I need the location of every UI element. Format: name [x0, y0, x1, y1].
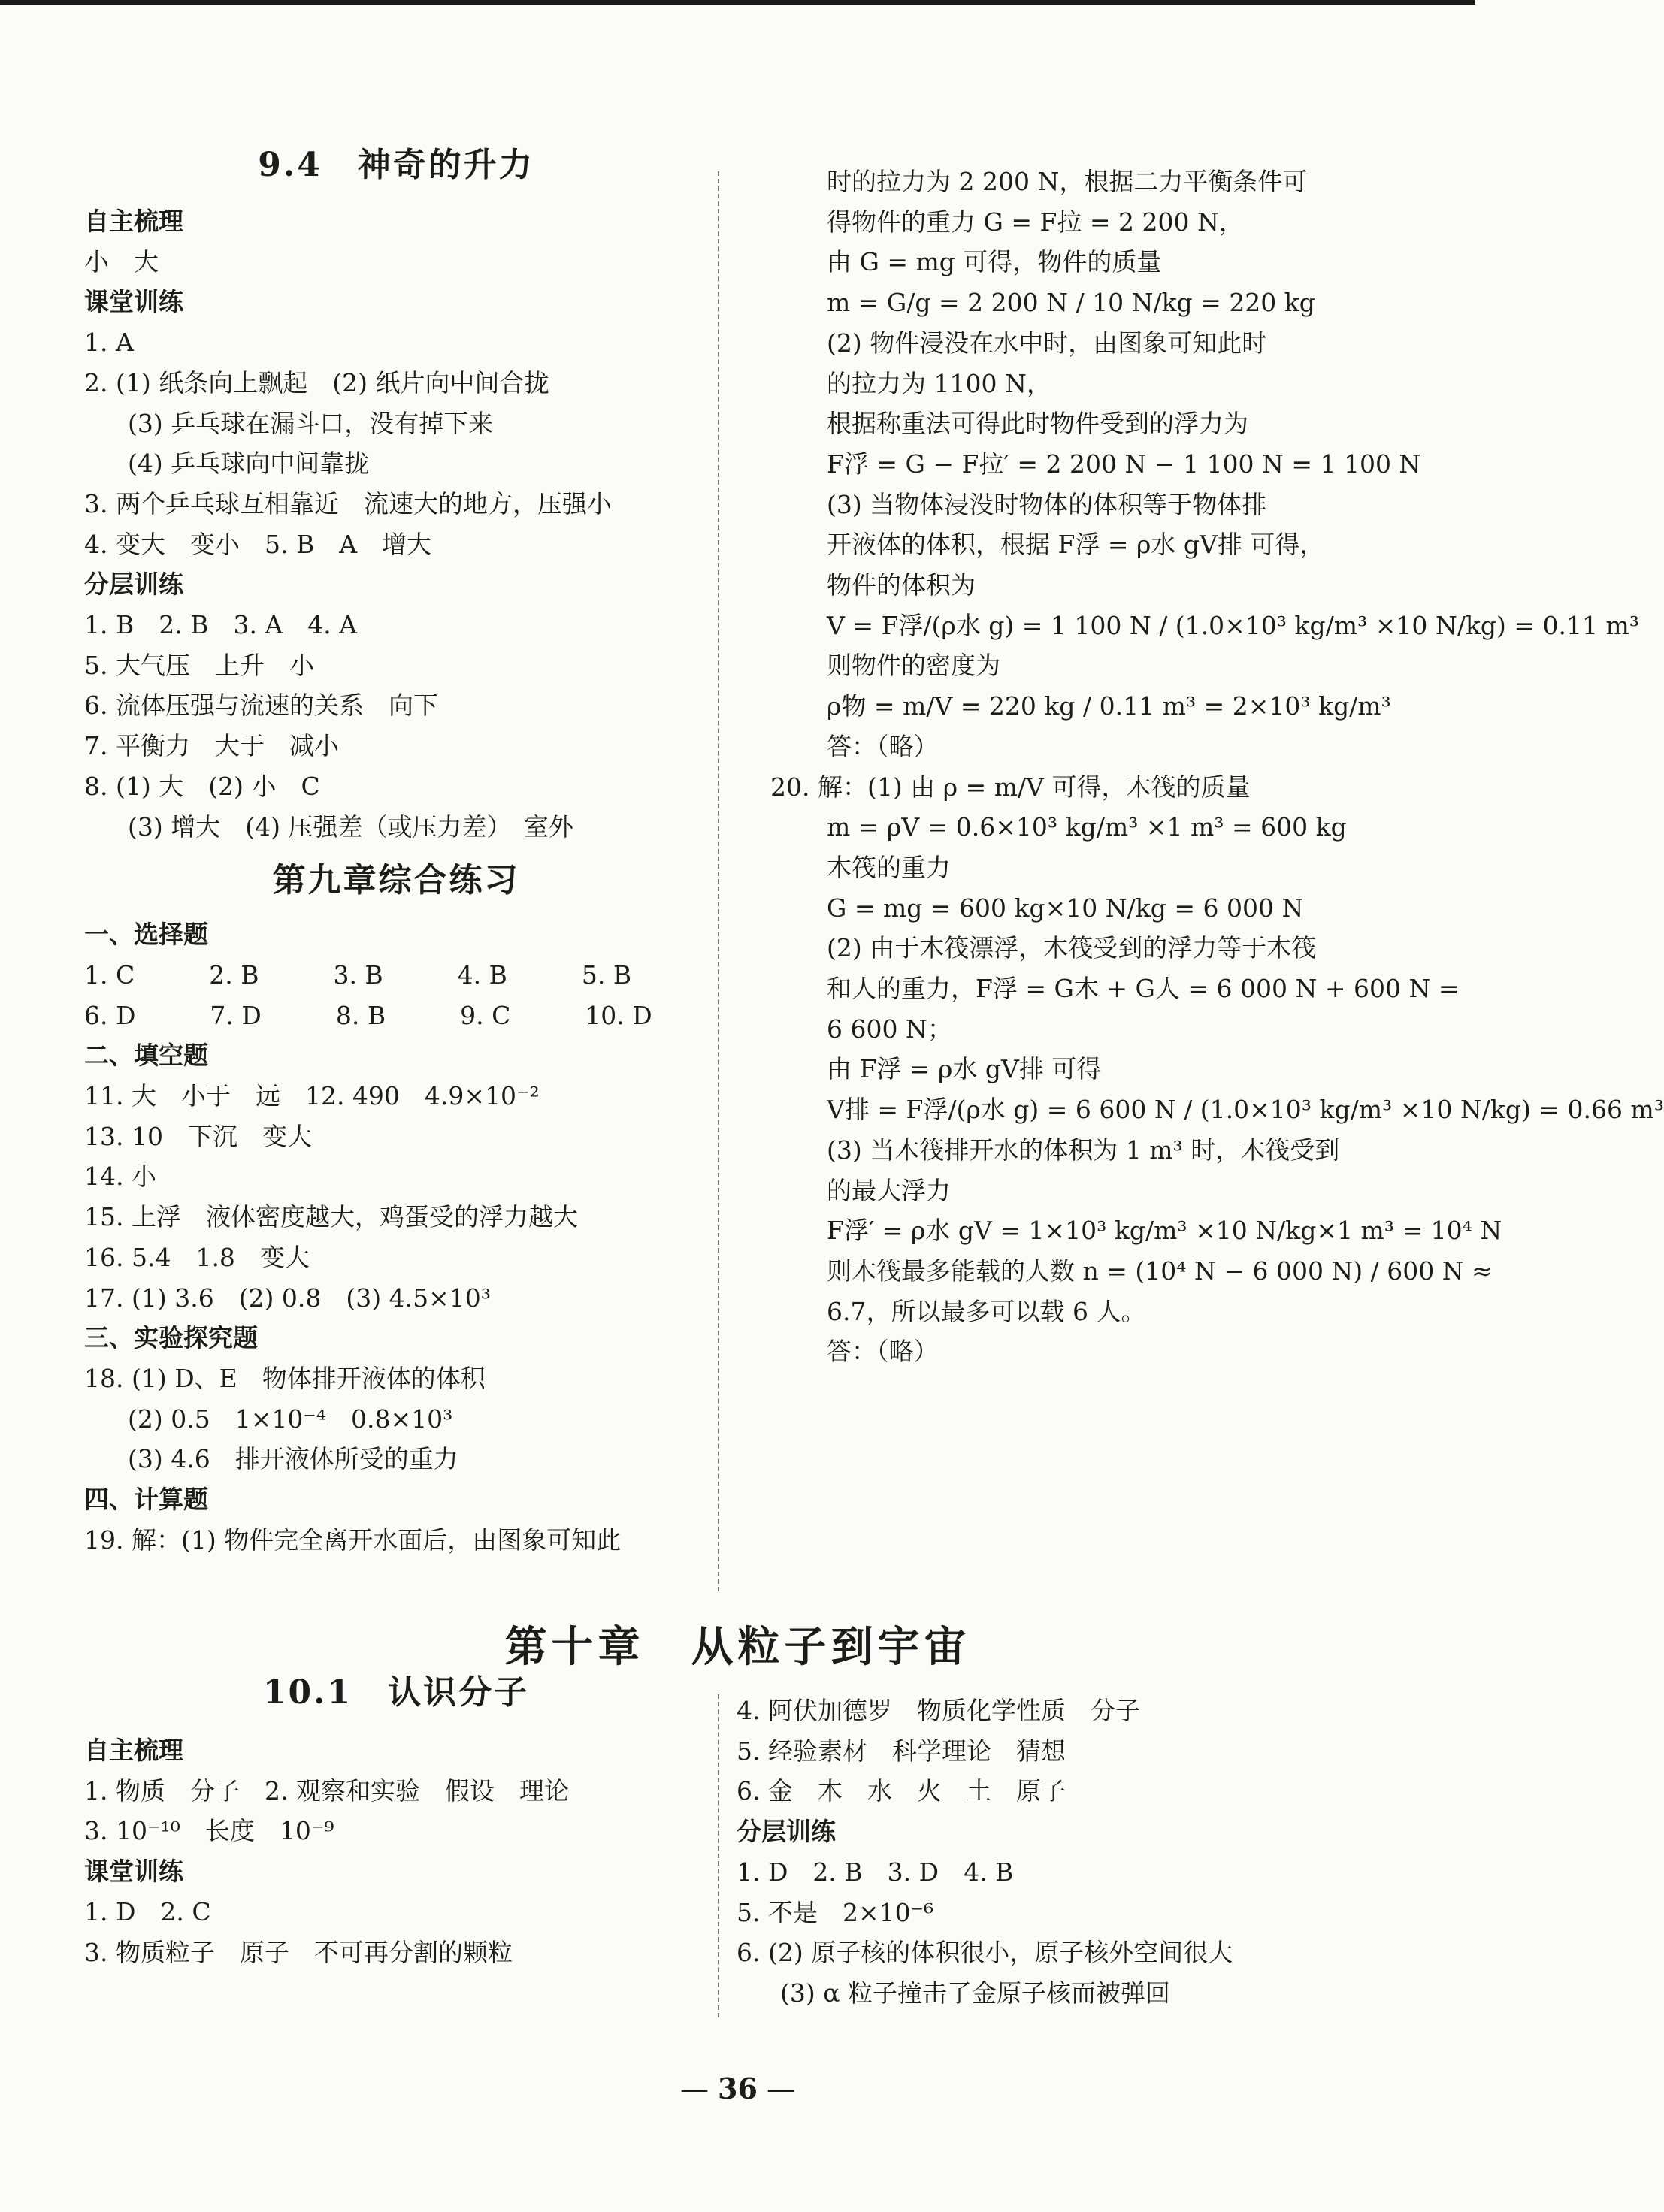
answer-line: 3. 物质粒子 原子 不可再分割的颗粒 [84, 1937, 513, 1967]
answer-line: 1. D 2. C [84, 1896, 211, 1926]
page-number-dash-left: — [679, 2072, 719, 2105]
subheading: 自主梳理 [84, 1736, 183, 1765]
answer-line: 3. 两个乒乓球互相靠近 流速大的地方，压强小 [84, 488, 612, 518]
answer-line: 6 600 N； [827, 1014, 952, 1044]
chapter-title: 第十章 从粒子到宇宙 [504, 1622, 971, 1672]
subheading: 四、计算题 [84, 1485, 208, 1515]
answer-line: V排 = F浮/(ρ水 g) = 6 600 N / (1.0×10³ kg/m³ ×10 N/kg) = 0.66 m³ [827, 1095, 1664, 1125]
answer-line: 由 G = mg 可得，物件的质量 [827, 247, 1162, 277]
answer-line: (4) 乒乓球向中间靠拢 [128, 449, 370, 479]
section-title-9-4: 9.4 神奇的升力 [258, 146, 534, 184]
answer-line: 6. D 7. D 8. B 9. C 10. D [84, 1000, 652, 1030]
top-rule [0, 0, 1475, 5]
answer-line: 开液体的体积，根据 F浮 = ρ水 gV排 可得， [827, 530, 1325, 560]
left-column-bottom [84, 1673, 708, 1972]
answer-line: 3. 10⁻¹⁰ 长度 10⁻⁹ [84, 1816, 334, 1846]
answer-line: 5. 大气压 上升 小 [84, 650, 314, 680]
answer-line: (3) 增大 (4) 压强差（或压力差） 室外 [128, 811, 573, 842]
subheading: 一、选择题 [84, 920, 208, 950]
section-9-4-body [84, 201, 708, 847]
right-column-top [770, 162, 1664, 1372]
answer-line: 1. 物质 分子 2. 观察和实验 假设 理论 [84, 1775, 569, 1806]
page-number [0, 2071, 1475, 2105]
answer-line: 1. D 2. B 3. D 4. B [737, 1857, 1014, 1887]
section-10-1-body [84, 1730, 708, 1972]
answer-line: 7. 平衡力 大于 减小 [84, 731, 339, 761]
answer-line: 17. (1) 3.6 (2) 0.8 (3) 4.5×10³ [84, 1283, 491, 1313]
answer-line: 6. 金 木 水 火 土 原子 [737, 1776, 1066, 1806]
answer-line: (3) α 粒子撞击了金原子核而被弹回 [780, 1978, 1171, 2008]
answer-line: (3) 当木筏排开水的体积为 1 m³ 时，木筏受到 [827, 1135, 1340, 1165]
page-number-value: 36 [718, 2071, 758, 2105]
chapter9-review-body [84, 914, 708, 1560]
answer-line: (3) 乒乓球在漏斗口，没有掉下来 [128, 408, 494, 438]
answer-line: (3) 4.6 排开液体所受的重力 [128, 1444, 458, 1474]
answer-line: 1. B 2. B 3. A 4. A [84, 610, 358, 640]
answer-line: 18. (1) D、E 物体排开液体的体积 [84, 1363, 486, 1393]
answer-line: (2) 由于木筏漂浮，木筏受到的浮力等于木筏 [827, 933, 1317, 963]
answer-line: (3) 当物体浸没时物体的体积等于物体排 [827, 489, 1267, 519]
answer-line: 6.7，所以最多可以载 6 人。 [827, 1296, 1146, 1326]
answer-line: 则木筏最多能载的人数 n = (10⁴ N − 6 000 N) / 600 N ≈ [827, 1256, 1493, 1286]
answer-line: G = mg = 600 kg×10 N/kg = 6 000 N [827, 893, 1304, 923]
left-column-top [84, 146, 708, 1561]
answer-line: 4. 阿伏加德罗 物质化学性质 分子 [737, 1696, 1140, 1725]
answer-line: V = F浮/(ρ水 g) = 1 100 N / (1.0×10³ kg/m³ ×10 N/kg) = 0.11 m³ [827, 610, 1640, 640]
answer-line: 由 F浮 = ρ水 gV排 可得 [827, 1054, 1102, 1084]
subheading: 课堂训练 [84, 1857, 183, 1887]
subheading: 分层训练 [737, 1817, 836, 1847]
answer-line: 5. 经验素材 科学理论 猜想 [737, 1736, 1066, 1766]
column-divider-bottom [718, 1694, 719, 2017]
answer-line: 11. 大 小于 远 12. 490 4.9×10⁻² [84, 1081, 540, 1111]
answer-line: 2. (1) 纸条向上飘起 (2) 纸片向中间合拢 [84, 367, 549, 397]
subheading: 三、实验探究题 [84, 1323, 258, 1353]
subheading: 二、填空题 [84, 1041, 208, 1071]
answer-line: 的最大浮力 [827, 1175, 951, 1205]
answer-line: 根据称重法可得此时物件受到的浮力为 [827, 409, 1248, 439]
answer-line: 木筏的重力 [827, 852, 951, 882]
answer-line: ρ物 = m/V = 220 kg / 0.11 m³ = 2×10³ kg/m³ [827, 691, 1391, 721]
answer-line: F浮 = G − F拉′ = 2 200 N − 1 100 N = 1 100 N [827, 449, 1421, 479]
answer-line: F浮′ = ρ水 gV = 1×10³ kg/m³ ×10 N/kg×1 m³ = 10⁴ N [827, 1216, 1502, 1246]
answer-line: 4. 变大 变小 5. B A 增大 [84, 529, 432, 559]
subheading: 自主梳理 [84, 207, 183, 236]
answer-line: 的拉力为 1100 N， [827, 368, 1051, 398]
answer-line: 15. 上浮 液体密度越大，鸡蛋受的浮力越大 [84, 1202, 578, 1232]
answer-line: 16. 5.4 1.8 变大 [84, 1242, 310, 1272]
section-10-1-cont-body [737, 1691, 1413, 2014]
page-number-dash-right: — [757, 2072, 796, 2105]
answer-line: 8. (1) 大 (2) 小 C [84, 771, 320, 801]
answer-line: 19. 解：(1) 物件完全离开水面后，由图象可知此 [84, 1525, 622, 1555]
answer-line: 6. 流体压强与流速的关系 向下 [84, 690, 438, 721]
answer-line: m = G/g = 2 200 N / 10 N/kg = 220 kg [827, 288, 1315, 318]
answer-line: 时的拉力为 2 200 N，根据二力平衡条件可 [827, 167, 1308, 196]
q19-q20-body [770, 162, 1664, 1372]
section-title-10-1: 10.1 认识分子 [262, 1673, 530, 1712]
right-column-bottom [737, 1691, 1413, 2014]
section-title-chapter9-review: 第九章综合练习 [272, 861, 520, 900]
answer-line: 1. A [84, 328, 134, 358]
answer-line: 物件的体积为 [827, 570, 976, 600]
answer-line: 小 大 [84, 246, 159, 276]
answer-line: 14. 小 [84, 1162, 156, 1192]
answer-line: 20. 解：(1) 由 ρ = m/V 可得，木筏的质量 [770, 772, 1251, 802]
answer-line: (2) 0.5 1×10⁻⁴ 0.8×10³ [128, 1404, 453, 1434]
column-divider-top [718, 171, 719, 1591]
answer-line: m = ρV = 0.6×10³ kg/m³ ×1 m³ = 600 kg [827, 812, 1347, 842]
subheading: 课堂训练 [84, 287, 183, 317]
answer-line: 得物件的重力 G = F拉 = 2 200 N， [827, 207, 1244, 237]
subheading: 分层训练 [84, 570, 183, 600]
answer-line: 6. (2) 原子核的体积很小，原子核外空间很大 [737, 1938, 1233, 1968]
answer-line: 1. C 2. B 3. B 4. B 5. B [84, 959, 632, 990]
answer-line: 5. 不是 2×10⁻⁶ [737, 1897, 934, 1927]
answer-line: 则物件的密度为 [827, 651, 1000, 681]
answer-line: 和人的重力，F浮 = G木 + G人 = 6 000 N + 600 N = [827, 974, 1460, 1004]
answer-line: 答：（略） [827, 1337, 939, 1367]
answer-line: (2) 物件浸没在水中时，由图象可知此时 [827, 328, 1267, 358]
answer-line: 答：（略） [827, 731, 939, 761]
answer-line: 13. 10 下沉 变大 [84, 1121, 312, 1151]
